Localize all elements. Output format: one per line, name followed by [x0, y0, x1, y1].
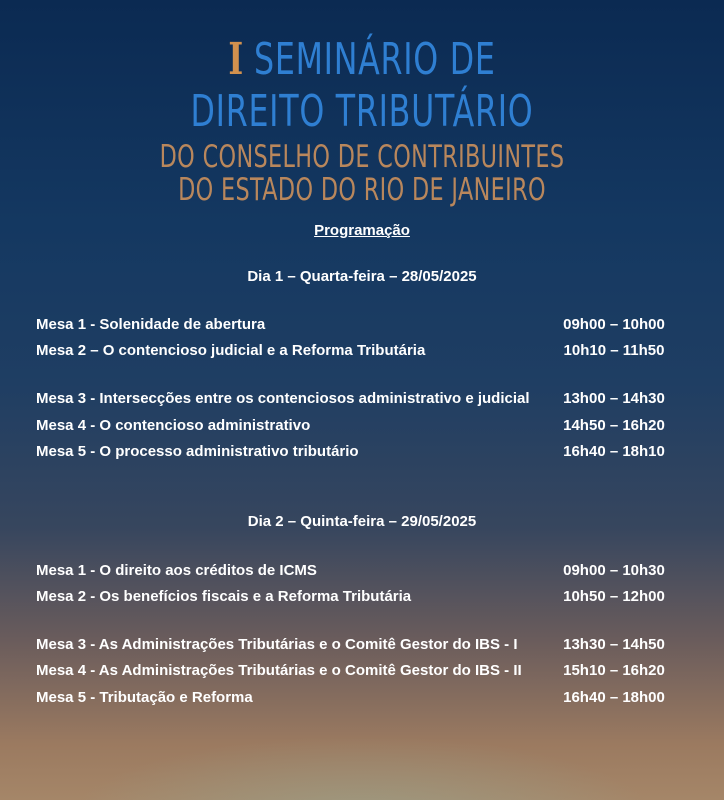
session-time: 09h00 – 10h30	[563, 562, 665, 579]
session-name: Mesa 2 – O contencioso judicial e a Reforma Tributária	[36, 342, 426, 359]
session-name: Mesa 2 - Os benefícios fiscais e a Reforma Tributária	[36, 588, 412, 605]
session-time: 16h40 – 18h10	[563, 443, 665, 460]
session-name: Mesa 1 - Solenidade de abertura	[36, 316, 266, 333]
event-title	[0, 34, 724, 208]
session-time: 14h50 – 16h20	[563, 417, 665, 434]
session-time: 13h30 – 14h50	[563, 636, 665, 653]
programacao-heading: Programação	[314, 222, 410, 239]
session-name: Mesa 5 - O processo administrativo tributário	[36, 443, 359, 460]
schedule-row	[36, 417, 688, 439]
title-line-direito: DIREITO TRIBUTÁRIO	[190, 86, 534, 137]
schedule-row	[36, 689, 688, 711]
session-name: Mesa 3 - As Administrações Tributárias e o Comitê Gestor do IBS - I	[36, 636, 518, 653]
title-line-conselho: DO CONSELHO DE CONTRIBUINTES	[159, 139, 565, 175]
title-line-estado: DO ESTADO DO RIO DE JANEIRO	[178, 172, 546, 208]
session-time: 13h00 – 14h30	[563, 390, 665, 407]
session-time: 09h00 – 10h00	[563, 316, 665, 333]
session-name: Mesa 3 - Intersecções entre os contenciosos administrativo e judicial	[36, 390, 530, 407]
schedule-row	[36, 562, 688, 584]
day-1-heading: Dia 1 – Quarta-feira – 28/05/2025	[247, 268, 477, 285]
session-name: Mesa 5 - Tributação e Reforma	[36, 689, 253, 706]
schedule-row	[36, 636, 688, 658]
schedule-row	[36, 662, 688, 684]
session-time: 16h40 – 18h00	[563, 689, 665, 706]
session-time: 15h10 – 16h20	[563, 662, 665, 679]
schedule-row	[36, 390, 688, 412]
schedule-row	[36, 588, 688, 610]
session-time: 10h50 – 12h00	[563, 588, 665, 605]
session-name: Mesa 4 - As Administrações Tributárias e o Comitê Gestor do IBS - II	[36, 662, 522, 679]
title-text-1: SEMINÁRIO DE	[254, 34, 496, 85]
session-time: 10h10 – 11h50	[563, 342, 665, 359]
roman-numeral: I	[228, 34, 244, 85]
schedule-row	[36, 316, 688, 338]
schedule-row	[36, 342, 688, 364]
day-2-heading: Dia 2 – Quinta-feira – 29/05/2025	[247, 513, 477, 530]
session-name: Mesa 1 - O direito aos créditos de ICMS	[36, 562, 317, 579]
title-line-seminario	[101, 34, 622, 90]
session-name: Mesa 4 - O contencioso administrativo	[36, 417, 311, 434]
schedule-row	[36, 443, 688, 465]
